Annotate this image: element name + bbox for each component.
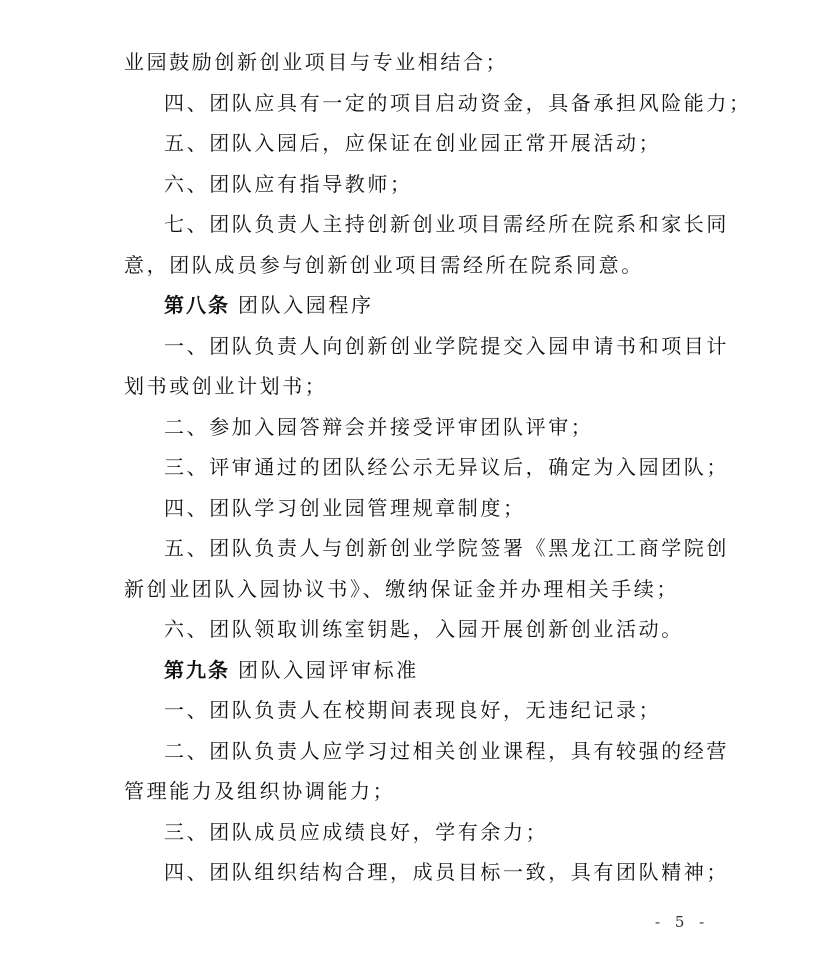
paragraph-line: 新创业团队入园协议书》、缴纳保证金并办理相关手续； [124, 576, 679, 601]
list-item: 二、参加入园答辩会并接受评审团队评审； [164, 414, 594, 439]
document-body [124, 42, 752, 893]
paragraph-line: 划书或创业计划书； [124, 374, 328, 398]
list-item: 六、团队领取训练室钥匙，入园开展创新创业活动。 [164, 617, 684, 641]
paragraph-line: 管理能力及组织协调能力； [124, 779, 396, 803]
list-item: 二、团队负责人应学习过相关创业课程，具有较强的经营 [164, 738, 729, 763]
article-number: 第九条 [164, 657, 230, 682]
list-item: 四、团队学习创业园管理规章制度； [164, 495, 526, 520]
list-item: 四、团队组织结构合理，成员目标一致，具有团队精神； [164, 860, 729, 884]
list-item: 一、团队负责人向创新创业学院提交入园申请书和项目计 [164, 333, 729, 358]
list-item: 五、团队负责人与创新创业学院签署《黑龙江工商学院创 [164, 536, 729, 560]
list-item: 三、团队成员应成绩良好，学有余力； [164, 819, 549, 844]
paragraph-line: 业园鼓励创新创业项目与专业相结合； [124, 50, 509, 74]
list-item: 三、评审通过的团队经公示无异议后，确定为入园团队； [164, 455, 729, 479]
page-number: - 5 - [655, 913, 710, 931]
list-item: 四、团队应具有一定的项目启动资金，具备承担风险能力； [164, 90, 752, 115]
article-title: 团队入园程序 [238, 293, 374, 317]
list-item: 五、团队入园后，应保证在创业园正常开展活动； [164, 131, 662, 155]
paragraph-line: 意，团队成员参与创新创业项目需经所在院系同意。 [124, 252, 644, 277]
list-item: 六、团队应有指导教师； [164, 171, 413, 196]
list-item: 七、团队负责人主持创新创业项目需经所在院系和家长同 [164, 212, 729, 236]
article-number: 第八条 [164, 293, 230, 317]
article-title: 团队入园评审标准 [238, 657, 419, 682]
article-8-heading [124, 285, 699, 326]
article-9-heading [124, 650, 699, 691]
list-item: 一、团队负责人在校期间表现良好，无违纪记录； [164, 698, 662, 722]
